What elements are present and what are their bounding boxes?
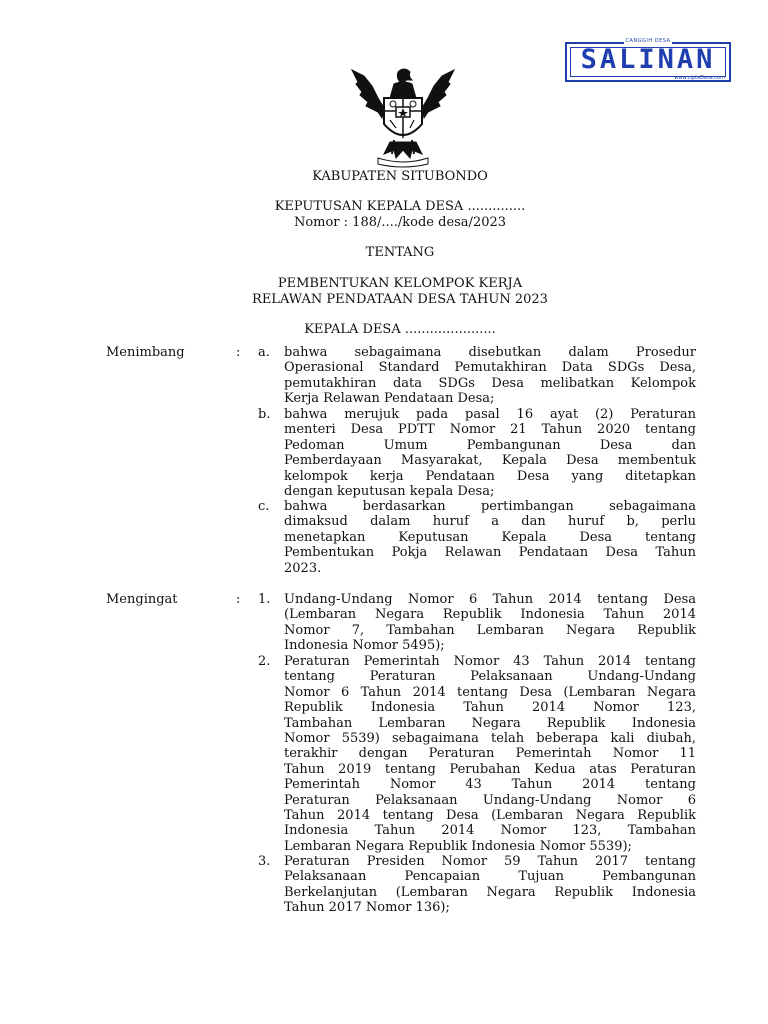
text-line: Peraturan Pemerintah Nomor 43 Tahun 2014 tentang <box>284 654 696 669</box>
mengingat-label: Mengingat <box>106 592 178 607</box>
text-line: Berkelanjutan (Lembaran Negara Republik Indonesia <box>284 884 696 900</box>
about-heading: TENTANG <box>365 245 435 260</box>
mengingat-marker-2: 2. <box>258 654 271 669</box>
text-line: dengan keputusan kepala Desa; <box>284 483 495 499</box>
stamp-word: SALINAN <box>580 44 716 75</box>
mengingat-marker-3: 3. <box>258 854 271 869</box>
text-line: bahwa berdasarkan pertimbangan sebagaimana <box>284 499 696 514</box>
mengingat-colon: : <box>236 592 241 607</box>
text-line: bahwa merujuk pada pasal 16 ayat (2) Peraturan <box>284 407 696 422</box>
menimbang-marker-a: a. <box>258 345 270 360</box>
text-line: menetapkan Keputusan Kepala Desa tentang <box>284 529 696 545</box>
issuer-title: KEPALA DESA ...................... <box>304 322 496 337</box>
text-line: 2023. <box>284 560 322 576</box>
text-line: Kerja Relawan Pendataan Desa; <box>284 391 495 407</box>
subject-line-1: PEMBENTUKAN KELOMPOK KERJA <box>277 276 523 291</box>
text-line: (Lembaran Negara Republik Indonesia Tahun 2014 <box>284 607 696 623</box>
menimbang-marker-b: b. <box>258 407 271 422</box>
text-line: Indonesia Nomor 5495); <box>284 638 445 654</box>
text-line: pemutakhiran data SDGs Desa melibatkan Kelompok <box>284 375 696 391</box>
menimbang-item-b <box>284 407 696 499</box>
menimbang-marker-c: c. <box>258 499 270 514</box>
salinan-stamp <box>565 38 731 82</box>
text-line: Pemberdayaan Masyarakat, Kepala Desa membentuk <box>284 453 696 469</box>
text-line: Undang-Undang Nomor 6 Tahun 2014 tentang Desa <box>284 592 696 607</box>
mengingat-item-3 <box>284 854 696 916</box>
text-line: Nomor 6 Tahun 2014 tentang Desa (Lembaran Negara <box>284 684 696 700</box>
text-line: Nomor 7, Tambahan Lembaran Negara Republik <box>284 622 696 638</box>
regency-title: KABUPATEN SITUBONDO <box>312 169 488 184</box>
menimbang-colon: : <box>236 345 241 360</box>
text-line: kelompok kerja Pendataan Desa yang ditetapkan <box>284 468 696 484</box>
stamp-top-text: CANGGIH DESA <box>625 38 671 44</box>
mengingat-item-2 <box>284 654 696 854</box>
text-line: dimaksud dalam huruf a dan huruf b, perlu <box>284 514 696 530</box>
text-line: Peraturan Pelaksanaan Undang-Undang Nomor 6 <box>284 792 696 808</box>
text-line: menteri Desa PDTT Nomor 21 Tahun 2020 tentang <box>284 422 696 438</box>
text-line: Peraturan Presiden Nomor 59 Tahun 2017 tentang <box>284 854 696 869</box>
subject-line-2: RELAWAN PENDATAAN DESA TAHUN 2023 <box>252 292 548 307</box>
text-line: Pembentukan Pokja Relawan Pendataan Desa Tahun <box>284 545 696 561</box>
text-line: tentang Peraturan Pelaksanaan Undang-Undang <box>284 669 696 685</box>
text-line: Tahun 2019 tentang Perubahan Kedua atas Peraturan <box>284 761 696 777</box>
menimbang-item-c <box>284 499 696 576</box>
text-line: terakhir dengan Peraturan Pemerintah Nomor 11 <box>284 746 696 762</box>
text-line: bahwa sebagaimana disebutkan dalam Prosedur <box>284 345 696 360</box>
text-line: Nomor 5539) sebagaimana telah beberapa kali diubah, <box>284 730 696 746</box>
text-line: Republik Indonesia Tahun 2014 Nomor 123, <box>284 700 696 716</box>
text-line: Pemerintah Nomor 43 Tahun 2014 tentang <box>284 777 696 793</box>
menimbang-label: Menimbang <box>106 345 185 360</box>
text-line: Lembaran Negara Republik Indonesia Nomor 5539); <box>284 838 632 854</box>
text-line: Pedoman Umum Pembangunan Desa dan <box>284 437 696 453</box>
text-line: Operasional Standard Pemutakhiran Data SDGs Desa, <box>284 360 696 376</box>
mengingat-item-1 <box>284 592 696 654</box>
menimbang-item-a <box>284 345 696 407</box>
garuda-emblem-icon <box>344 62 462 170</box>
text-line: Tahun 2014 tentang Desa (Lembaran Negara Republik <box>284 807 696 823</box>
text-line: Indonesia Tahun 2014 Nomor 123, Tambahan <box>284 823 696 839</box>
mengingat-marker-1: 1. <box>258 592 271 607</box>
text-line: Tahun 2017 Nomor 136); <box>284 900 450 916</box>
text-line: Pelaksanaan Pencapaian Tujuan Pembangunan <box>284 869 696 885</box>
stamp-url: www.ciptaDesa.com <box>674 75 725 81</box>
text-line: Tambahan Lembaran Negara Republik Indonesia <box>284 715 696 731</box>
decree-title: KEPUTUSAN KEPALA DESA .............. <box>274 199 526 214</box>
decree-number: Nomor : 188/..../kode desa/2023 <box>293 215 507 230</box>
